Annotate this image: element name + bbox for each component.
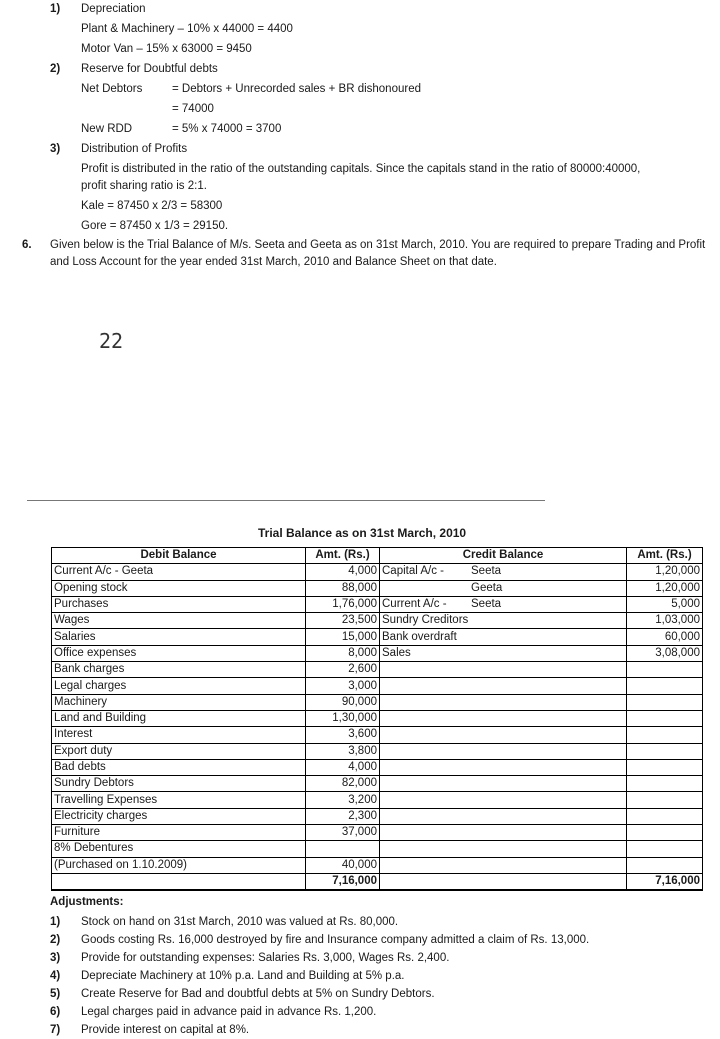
debit-account: Machinery — [52, 694, 306, 710]
trial-balance-title: Trial Balance as on 31st March, 2010 — [258, 526, 467, 540]
debit-amount: 15,000 — [306, 629, 380, 645]
credit-account-name: Bank overdraft — [382, 630, 457, 643]
credit-amount: 1,20,000 — [627, 580, 703, 596]
table-row — [52, 645, 703, 661]
debit-amount: 88,000 — [306, 580, 380, 596]
adjustments-title: Adjustments: — [50, 896, 124, 908]
debit-account: Bad debts — [52, 759, 306, 775]
debit-account: Interest — [52, 727, 306, 743]
net-debtors-value: = 74000 — [172, 103, 214, 115]
debit-account: Sundry Debtors — [52, 776, 306, 792]
paragraph-line: profit sharing ratio is 2:1. — [81, 180, 207, 192]
credit-account — [380, 645, 627, 661]
credit-account-name: Sales — [382, 646, 411, 659]
credit-amount — [627, 808, 703, 824]
question-text: Given below is the Trial Balance of M/s. Seeta and Geeta as on 31st March, 2010. You are required to prepare Trading and Profit and Loss Account for the year ended 31st March, 2010 and Balance Sheet on that date. — [50, 239, 706, 268]
table-row — [52, 564, 703, 580]
debit-account: Salaries — [52, 629, 306, 645]
debit-account: Electricity charges — [52, 808, 306, 824]
debit-account: Legal charges — [52, 678, 306, 694]
adjustment-number: 1) — [50, 916, 61, 928]
credit-amount — [627, 841, 703, 857]
table-row — [52, 596, 703, 612]
adjustment-text: Provide for outstanding expenses: Salaries Rs. 3,000, Wages Rs. 2,400. — [81, 952, 450, 964]
credit-account — [380, 662, 627, 678]
item-heading: Depreciation — [81, 3, 146, 15]
credit-partner-name: Geeta — [471, 581, 503, 594]
table-row — [52, 580, 703, 596]
total-label-cell — [52, 873, 306, 890]
item-number: 3) — [50, 143, 61, 155]
credit-amount: 1,03,000 — [627, 613, 703, 629]
adjustment-text: Provide interest on capital at 8%. — [81, 1024, 250, 1036]
debit-amount: 2,600 — [306, 662, 380, 678]
table-row — [52, 776, 703, 792]
debit-amount: 82,000 — [306, 776, 380, 792]
debit-amount: 40,000 — [306, 857, 380, 873]
credit-account — [380, 564, 627, 580]
credit-amount — [627, 792, 703, 808]
table-row — [52, 613, 703, 629]
debit-account: Wages — [52, 613, 306, 629]
credit-amount — [627, 678, 703, 694]
adjustment-number: 4) — [50, 970, 61, 982]
table-row — [52, 743, 703, 759]
debit-account: Purchases — [52, 596, 306, 612]
table-row — [52, 841, 703, 857]
credit-amount — [627, 776, 703, 792]
debit-amount: 4,000 — [306, 759, 380, 775]
item-number: 2) — [50, 63, 61, 75]
credit-amount — [627, 710, 703, 726]
total-credit-label-cell — [380, 873, 627, 890]
credit-amount — [627, 759, 703, 775]
credit-account — [380, 808, 627, 824]
credit-account — [380, 857, 627, 873]
credit-account — [380, 694, 627, 710]
debit-amount: 2,300 — [306, 808, 380, 824]
header-credit: Credit Balance — [380, 548, 627, 564]
table-row — [52, 825, 703, 841]
debit-account: Opening stock — [52, 580, 306, 596]
credit-amount: 5,000 — [627, 596, 703, 612]
debit-amount: 3,600 — [306, 727, 380, 743]
credit-amount — [627, 857, 703, 873]
debit-amount: 8,000 — [306, 645, 380, 661]
debit-amount: 3,800 — [306, 743, 380, 759]
debit-amount — [306, 841, 380, 857]
new-rdd-label: New RDD — [81, 123, 133, 135]
credit-account — [380, 678, 627, 694]
credit-account-name: Capital A/c - — [382, 565, 444, 578]
item-number: 1) — [50, 3, 61, 15]
table-row — [52, 662, 703, 678]
debit-amount: 3,200 — [306, 792, 380, 808]
adjustment-text: Stock on hand on 31st March, 2010 was valued at Rs. 80,000. — [81, 916, 399, 928]
credit-account — [380, 743, 627, 759]
table-row — [52, 759, 703, 775]
adjustment-number: 5) — [50, 988, 61, 1000]
table-row — [52, 857, 703, 873]
table-row — [52, 727, 703, 743]
credit-account-name: Sundry Creditors — [382, 614, 469, 627]
table-row — [52, 792, 703, 808]
debit-amount: 1,30,000 — [306, 710, 380, 726]
credit-account — [380, 710, 627, 726]
table-row — [52, 808, 703, 824]
total-credit: 7,16,000 — [627, 873, 703, 890]
question-number: 6. — [22, 239, 32, 251]
debit-amount: 1,76,000 — [306, 596, 380, 612]
debit-amount: 90,000 — [306, 694, 380, 710]
debit-amount: 4,000 — [306, 564, 380, 580]
credit-account — [380, 629, 627, 645]
credit-amount — [627, 727, 703, 743]
credit-amount — [627, 825, 703, 841]
kale-share: Kale = 87450 x 2/3 = 58300 — [81, 200, 223, 212]
credit-amount: 3,08,000 — [627, 645, 703, 661]
credit-partner-name: Seeta — [471, 565, 502, 578]
table-row — [52, 710, 703, 726]
credit-amount: 1,20,000 — [627, 564, 703, 580]
debit-account: Bank charges — [52, 662, 306, 678]
solution-line: Motor Van – 15% x 63000 = 9450 — [81, 43, 252, 55]
net-debtors-formula: = Debtors + Unrecorded sales + BR dishonoured — [172, 83, 421, 95]
total-row — [52, 873, 703, 890]
table-row — [52, 694, 703, 710]
debit-account: (Purchased on 1.10.2009) — [52, 857, 306, 873]
table-row — [52, 629, 703, 645]
adjustment-text: Depreciate Machinery at 10% p.a. Land and Building at 5% p.a. — [81, 970, 405, 982]
adjustment-number: 3) — [50, 952, 61, 964]
debit-account: Travelling Expenses — [52, 792, 306, 808]
credit-amount — [627, 743, 703, 759]
header-debit-amount: Amt. (Rs.) — [306, 548, 380, 564]
credit-account-name: Current A/c - — [382, 598, 447, 611]
credit-account — [380, 792, 627, 808]
debit-account: Office expenses — [52, 645, 306, 661]
debit-account: Furniture — [52, 825, 306, 841]
credit-amount — [627, 694, 703, 710]
header-credit-amount: Amt. (Rs.) — [627, 548, 703, 564]
credit-account — [380, 613, 627, 629]
item-heading: Reserve for Doubtful debts — [81, 63, 218, 75]
credit-amount: 60,000 — [627, 629, 703, 645]
gore-share: Gore = 87450 x 1/3 = 29150. — [81, 220, 229, 232]
credit-partner-name: Seeta — [471, 597, 502, 610]
adjustment-number: 6) — [50, 1006, 61, 1018]
debit-account: Export duty — [52, 743, 306, 759]
table-row — [52, 678, 703, 694]
debit-account: 8% Debentures — [52, 841, 306, 857]
credit-account — [380, 841, 627, 857]
credit-account — [380, 825, 627, 841]
page-number: 22 — [99, 329, 124, 353]
debit-account: Current A/c - Geeta — [52, 564, 306, 580]
header-debit: Debit Balance — [52, 548, 306, 564]
trial-balance-table — [51, 547, 703, 891]
solution-line: Plant & Machinery – 10% x 44000 = 4400 — [81, 23, 293, 35]
divider-line — [27, 500, 545, 501]
adjustment-number: 2) — [50, 934, 61, 946]
credit-account — [380, 759, 627, 775]
debit-amount: 23,500 — [306, 613, 380, 629]
credit-account — [380, 580, 627, 596]
table-header-row — [52, 548, 703, 564]
new-rdd-formula: = 5% x 74000 = 3700 — [172, 123, 282, 135]
item-heading: Distribution of Profits — [81, 143, 188, 155]
total-debit: 7,16,000 — [306, 873, 380, 890]
credit-account — [380, 776, 627, 792]
debit-account: Land and Building — [52, 710, 306, 726]
debit-amount: 37,000 — [306, 825, 380, 841]
debit-amount: 3,000 — [306, 678, 380, 694]
adjustment-text: Create Reserve for Bad and doubtful debts at 5% on Sundry Debtors. — [81, 988, 435, 1000]
credit-amount — [627, 662, 703, 678]
credit-account — [380, 596, 627, 612]
credit-account — [380, 727, 627, 743]
adjustment-number: 7) — [50, 1024, 61, 1036]
adjustment-text: Legal charges paid in advance paid in advance Rs. 1,200. — [81, 1006, 377, 1018]
paragraph-line: Profit is distributed in the ratio of the outstanding capitals. Since the capitals stand in the ratio of 80000:40000, — [81, 163, 641, 175]
adjustment-text: Goods costing Rs. 16,000 destroyed by fire and Insurance company admitted a claim of Rs. 13,000. — [81, 934, 590, 946]
net-debtors-label: Net Debtors — [81, 83, 143, 95]
